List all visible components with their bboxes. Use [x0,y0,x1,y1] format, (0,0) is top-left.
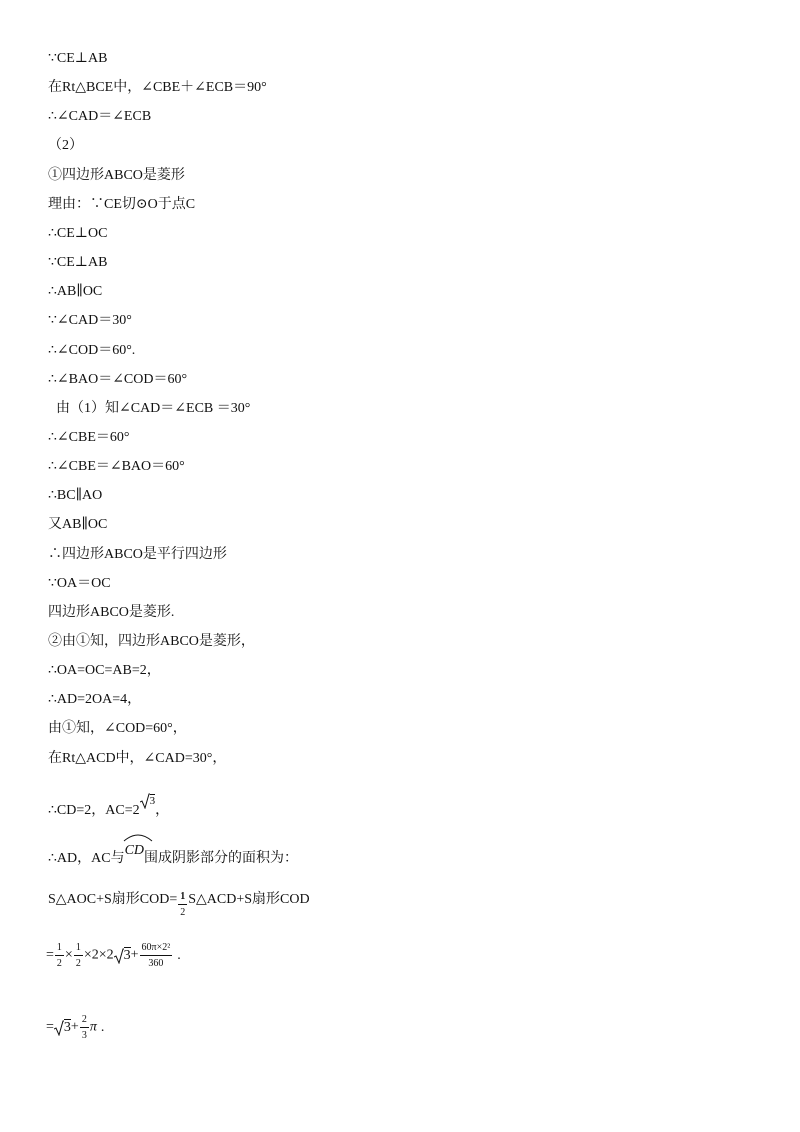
text-line: ∴四边形ABCO是平行四边形 [48,547,227,562]
calc-eq: = [46,947,54,963]
area-intro-suffix: 围成阴影部分的面积为： [144,851,299,866]
radical-sign-icon [114,948,124,964]
text-line: ∴∠CBE＝∠BAO＝60° [48,459,185,474]
text-line: 理由：∵CE切⊙O于点C [48,197,196,212]
text-line: 在Rt△ACD中，∠CAD=30°， [48,751,227,766]
text-line: 由（1）知∠CAD＝∠ECB ＝30° [56,401,251,416]
text-line: ②由①知，四边形ABCO是菱形， [48,634,255,649]
result-plus: + [70,1019,79,1035]
result-end: . [100,1019,105,1035]
text-line: ∴CE⊥OC [48,226,108,241]
calc-end: . [177,947,181,963]
area-result [46,1012,104,1043]
area-intro-prefix: ∴AD，AC与 [48,851,125,866]
text-line: ∴∠COD＝60°. [48,343,136,358]
sqrt-3 [140,792,156,810]
arc-label: CD [124,843,145,858]
calc-plus: + [130,947,139,963]
fraction-half [178,889,187,920]
radical-sign-icon [54,1020,64,1036]
arc-cd [125,842,144,860]
text-line: 四边形ABCO是菱形. [48,605,175,620]
fraction-result: $\frac{2}{3}$ [81,1014,87,1041]
fraction-1: $\frac{1}{2}$ [56,942,62,969]
area-calculation [46,940,181,971]
frac-num: 1 [178,889,187,905]
calc-mid: ×2×2 [83,947,114,963]
formula-left: S△AOC+S扇形COD= [48,892,178,907]
text-line: ∵CE⊥AB [48,255,108,270]
formula-right: S△ACD+S扇形COD [188,892,310,907]
cd-ac-prefix: ∴CD=2，AC=2 [48,803,140,818]
text-line: ①四边形ABCO是菱形 [48,168,185,183]
area-intro-line [48,843,299,868]
sqrt-radicand: 3 [149,795,156,807]
text-line: ∵OA＝OC [48,576,111,591]
calc-times: × [64,947,73,963]
text-line: ∴AB∥OC [48,284,103,299]
text-line: ∴∠CBE＝60° [48,430,130,445]
sqrt-3-result: 3 [54,1020,71,1036]
text-line: ∴AD=2OA=4， [48,692,142,707]
text-line: 又AB∥OC [48,517,108,532]
cd-ac-line [48,792,169,820]
fraction-2: $\frac{1}{2}$ [75,942,81,969]
text-line: 在Rt△BCE中，∠CBE＋∠ECB＝90° [48,80,267,95]
text-line: （2） [48,138,83,153]
text-line: ∴OA=OC=AB=2， [48,663,161,678]
result-pi: π [89,1019,97,1035]
fraction-3: $\frac{\text{60π×2²}}{360}$ [141,942,171,969]
text-line: 由①知，∠COD=60°， [48,721,187,736]
text-line: ∴∠BAO＝∠COD＝60° [48,372,188,387]
arc-icon [123,832,153,842]
text-line: ∴∠CAD＝∠ECB [48,109,152,124]
result-eq: = [46,1019,54,1035]
text-line: ∵CE⊥AB [48,51,108,66]
area-formula [48,888,310,920]
text-line: ∴BC∥AO [48,488,103,503]
text-line: ∵∠CAD＝30° [48,313,132,328]
sqrt-3-calc: 3 [114,948,131,964]
cd-ac-suffix: ， [155,803,170,818]
radical-sign-icon [140,793,150,809]
frac-den: 2 [180,907,186,918]
